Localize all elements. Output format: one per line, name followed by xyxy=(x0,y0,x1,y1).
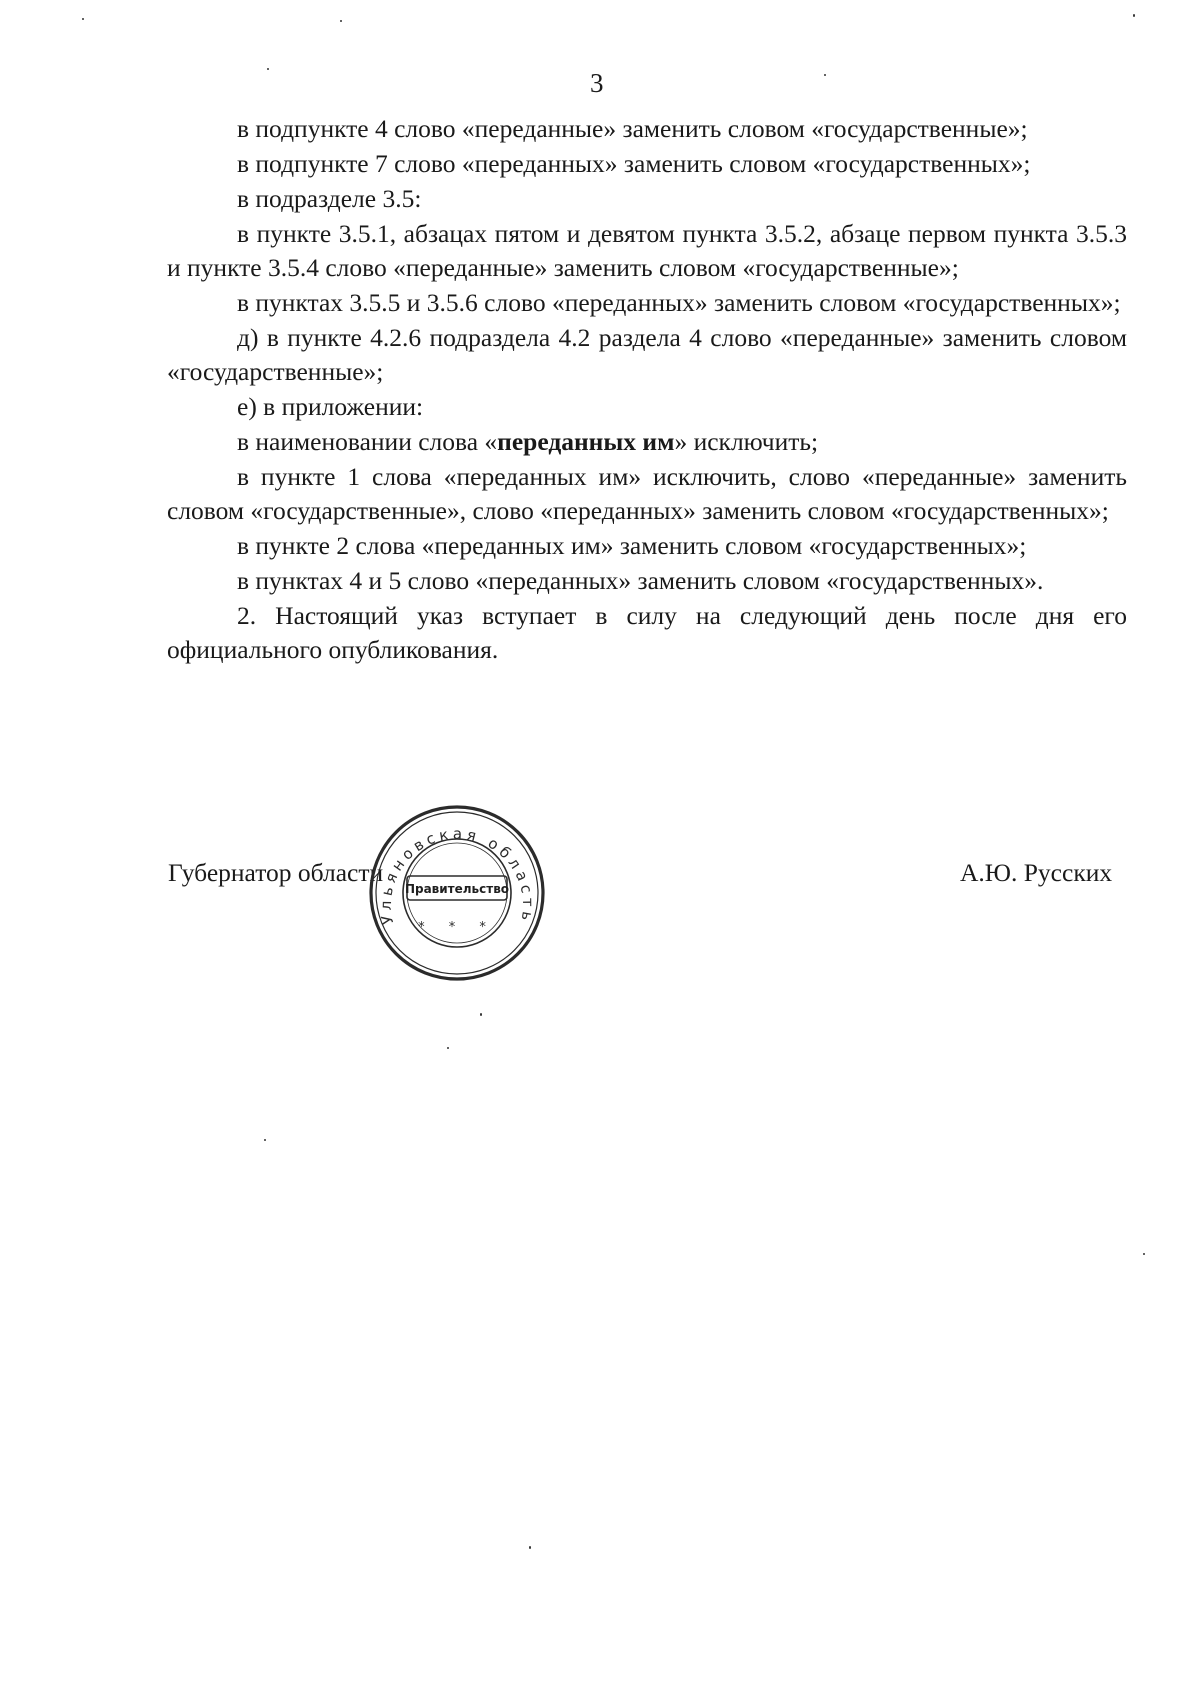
scan-speck xyxy=(82,18,84,20)
signatory-name: А.Ю. Русских xyxy=(960,858,1113,887)
document-body xyxy=(167,112,1127,667)
official-seal-stamp xyxy=(367,803,547,983)
paragraph: в подпункте 4 слово «переданные» заменить словом «государственные»; xyxy=(237,114,1028,143)
paragraph: в подпункте 7 слово «переданных» заменить словом «государственных»; xyxy=(237,149,1031,178)
paragraph: д) в пункте 4.2.6 подраздела 4.2 раздела 4 слово «переданные» заменить словом «государственные»; xyxy=(167,323,1127,386)
stamp-ring-text: Ульяновская область xyxy=(376,824,538,926)
paragraph: в пункте 3.5.1, абзацах пятом и девятом пункта 3.5.2, абзаце первом пункта 3.5.3 и пункте 3.5.4 слово «переданные» заменить словом «государственные»; xyxy=(167,219,1127,282)
scan-speck xyxy=(1143,1253,1145,1255)
paragraph: в пунктах 3.5.5 и 3.5.6 слово «переданных» заменить словом «государственных»; xyxy=(237,288,1121,317)
paragraph-with-bold xyxy=(167,425,1127,459)
paragraph: в пункте 2 слова «переданных им» заменить словом «государственных»; xyxy=(237,531,1027,560)
scan-speck xyxy=(264,1139,266,1141)
paragraph: е) в приложении: xyxy=(237,392,424,421)
stamp-center-text: Правительство xyxy=(404,882,510,896)
paragraph: в пункте 1 слова «переданных им» исключить, слово «переданные» заменить словом «государственные», слово «переданных» заменить словом «государственных»; xyxy=(167,462,1127,525)
paragraph: в пунктах 4 и 5 слово «переданных» заменить словом «государственных». xyxy=(237,566,1044,595)
paragraph-text: в наименовании слова « xyxy=(237,427,498,456)
signatory-position: Губернатор области xyxy=(168,858,384,887)
scan-speck xyxy=(1133,14,1135,17)
paragraph: 2. Настоящий указ вступает в силу на следующий день после дня его официального опубликования. xyxy=(167,601,1127,664)
bold-phrase: переданных им xyxy=(497,427,675,456)
scan-speck xyxy=(824,74,826,76)
scan-speck xyxy=(267,68,269,70)
stamp-stars: * * * xyxy=(418,920,496,935)
scan-speck xyxy=(480,1013,482,1016)
paragraph: в подразделе 3.5: xyxy=(237,184,422,213)
paragraph-text: » исключить; xyxy=(674,427,819,456)
page-number: 3 xyxy=(590,68,604,98)
scan-speck xyxy=(340,20,342,22)
scan-speck xyxy=(447,1047,449,1049)
scan-speck xyxy=(529,1546,531,1549)
